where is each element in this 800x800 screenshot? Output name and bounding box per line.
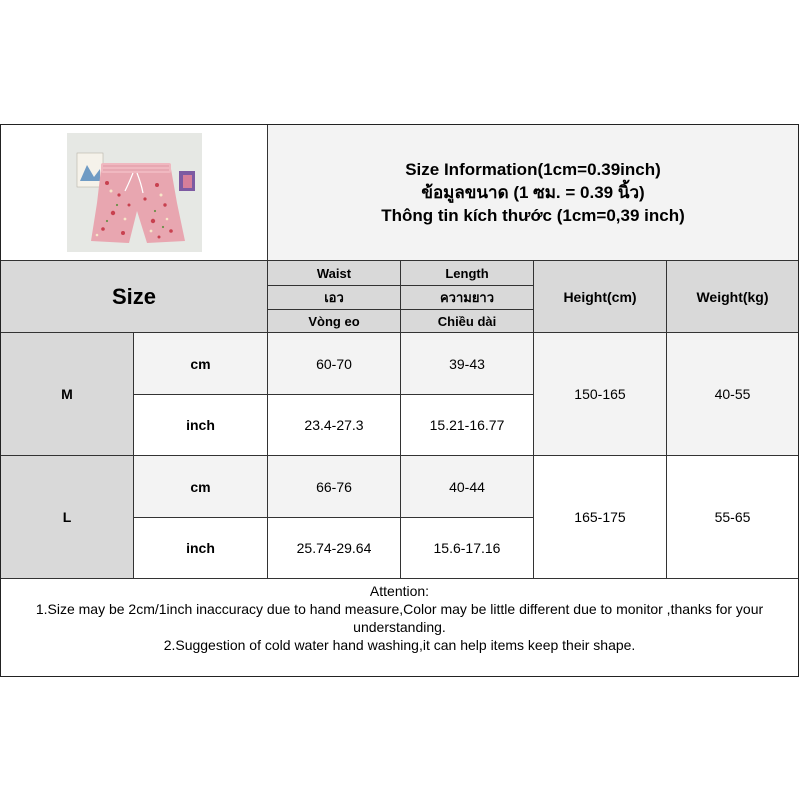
- size-chart: [0, 124, 799, 677]
- header-thai: ข้อมูลขนาด (1 ซม. = 0.39 นิ้ว): [421, 183, 645, 202]
- header-english: Size Information(1cm=0.39inch): [405, 160, 661, 179]
- waist-header-en: Waist: [268, 261, 401, 286]
- size-m-cm-length: 39-43: [401, 333, 534, 395]
- size-m-cm-waist: 60-70: [268, 333, 401, 395]
- waist-header-vi: Vòng eo: [268, 310, 401, 333]
- size-l-cm-length: 40-44: [401, 456, 534, 518]
- size-l-inch-waist: 25.74-29.64: [268, 518, 401, 579]
- attention-note-1-continued: understanding.: [353, 619, 446, 635]
- size-l-weight: 55-65: [667, 456, 798, 579]
- length-header-th: ความยาว: [401, 286, 534, 310]
- size-m-inch-length: 15.21-16.77: [401, 395, 534, 456]
- attention-title: Attention:: [369, 583, 430, 599]
- size-information-header: [268, 125, 798, 261]
- weight-column-header: Weight(kg): [667, 261, 798, 333]
- size-table: [1, 125, 798, 579]
- size-l-inch-unit: inch: [134, 518, 268, 579]
- attention-note-2: 2.Suggestion of cold water hand washing,it can help items keep their shape.: [163, 637, 636, 653]
- shorts-image: [67, 133, 202, 252]
- size-m-inch-waist: 23.4-27.3: [268, 395, 401, 456]
- product-photo: [67, 133, 202, 252]
- size-l-cm-waist: 66-76: [268, 456, 401, 518]
- size-column-header: Size: [1, 261, 268, 333]
- size-m-inch-unit: inch: [134, 395, 268, 456]
- size-m-weight: 40-55: [667, 333, 798, 456]
- attention-notes: [1, 579, 798, 676]
- product-photo-cell: [1, 125, 268, 261]
- size-m-height: 150-165: [534, 333, 667, 456]
- size-l-label: L: [1, 456, 134, 579]
- attention-note-1: 1.Size may be 2cm/1inch inaccuracy due to hand measure,Color may be little different due to monitor ,thanks for your: [35, 601, 764, 617]
- length-header-en: Length: [401, 261, 534, 286]
- size-l-cm-unit: cm: [134, 456, 268, 518]
- waist-header-th: เอว: [268, 286, 401, 310]
- size-m-cm-unit: cm: [134, 333, 268, 395]
- size-m-label: M: [1, 333, 134, 456]
- header-vietnamese: Thông tin kích thước (1cm=0,39 inch): [381, 206, 685, 225]
- height-column-header: Height(cm): [534, 261, 667, 333]
- length-header-vi: Chiều dài: [401, 310, 534, 333]
- size-l-height: 165-175: [534, 456, 667, 579]
- size-l-inch-length: 15.6-17.16: [401, 518, 534, 579]
